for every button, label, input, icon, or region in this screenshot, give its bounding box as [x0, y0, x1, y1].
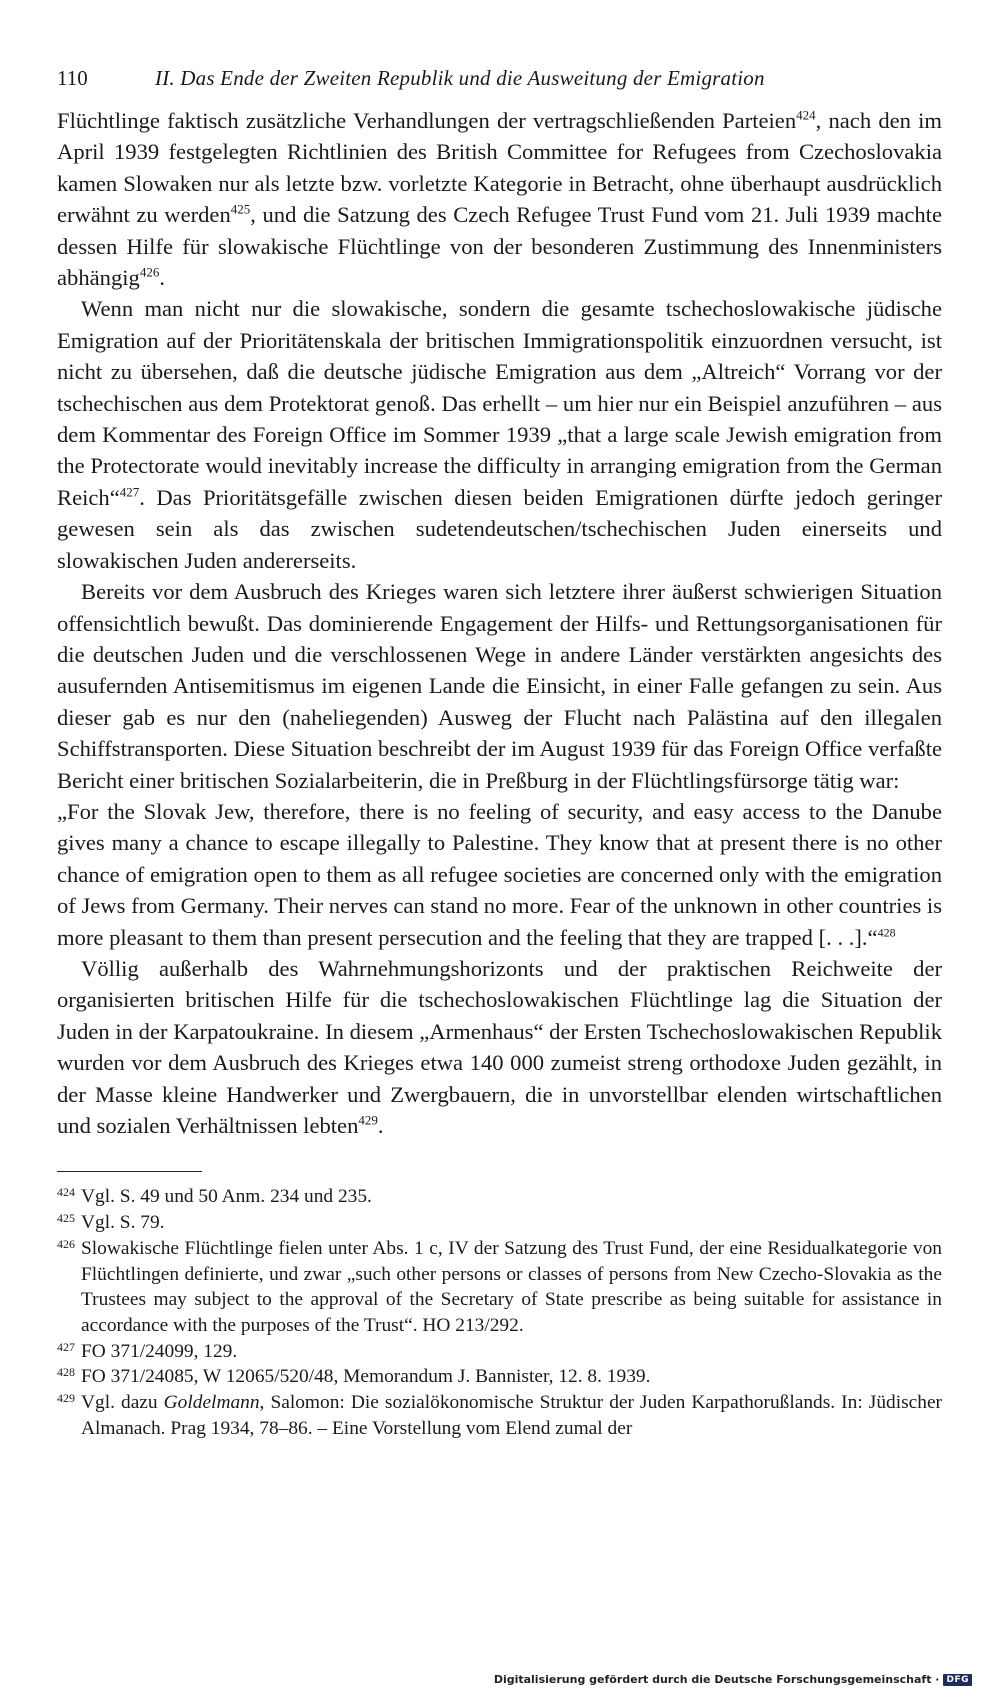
- footnotes: [57, 1184, 942, 1441]
- dfg-logo-icon: DFG: [943, 1674, 972, 1686]
- author-name: Goldelmann: [163, 1392, 260, 1414]
- footnote-424: [57, 1184, 942, 1210]
- footnote-ref-429[interactable]: 429: [358, 1112, 378, 1128]
- footnote-ref-426[interactable]: 426: [139, 264, 160, 280]
- text-segment: Wenn man nicht nur die slowakische, sondern die gesamte tschechoslowakische jüdische Emigration auf der Prioritätenskala der britischen Immigrationspolitik einzuordnen versucht, ist nicht zu übersehen, daß die deutsche jüdische Emigration aus dem „Altreich“ Vorrang vor der tschechischen aus dem Protektorat genoß. Das erhellt – um hier nur ein Beispiel anzuführen – aus dem Kommentar des Foreign Office im Sommer 1939 „that a large scale Jewish emigration from the Protectorate would inevitably increase the difficulty in arranging emigration from the German Reich“: [57, 296, 942, 510]
- credit-text: Digitalisierung gefördert durch die Deutsche Forschungsgemeinschaft ·: [493, 1673, 940, 1686]
- footnote-divider: [57, 1171, 202, 1172]
- footnote-text: Slowakische Flüchtlinge fielen unter Abs. 1 c, IV der Satzung des Trust Fund, der eine Residualkategorie von Flüchtlingen definierte, und zwar „such other persons or classes of persons from New Czecho-Slovakia as the Trustees may subject to the approval of the Secretary of State prescribe as being suitable for assistance in accordance with the purposes of the Trust“. HO 213/292.: [81, 1237, 942, 1336]
- footnote-ref-424[interactable]: 424: [796, 107, 816, 123]
- text-segment: Völlig außerhalb des Wahrnehmungshorizonts und der praktischen Reichweite der organisierten britischen Hilfe für die tschechoslowakischen Flüchtlinge lag die Situation der Juden in der Karpatoukraine. In diesem „Armenhaus“ der Ersten Tschechoslowakischen Republik wurden vor dem Ausbruch des Krieges etwa 140 000 zumeist streng orthodoxe Juden gezählt, in der Masse kleine Handwerker und Zwergbauern, die in unvorstellbar elenden wirtschaftlichen und sozialen Verhältnissen lebten: [57, 955, 942, 1138]
- footnote-426: [57, 1236, 942, 1339]
- paragraph-1: [57, 105, 942, 293]
- footnote-text: Vgl. S. 79.: [81, 1212, 165, 1234]
- footnote-429: [57, 1390, 942, 1441]
- footnote-number: 427: [57, 1339, 75, 1354]
- footnote-ref-427[interactable]: 427: [119, 484, 140, 500]
- text-segment: .: [377, 1113, 384, 1138]
- paragraph-2: [57, 293, 942, 576]
- footnote-ref-428[interactable]: 428: [877, 925, 896, 940]
- text-segment: Vgl. dazu: [81, 1392, 164, 1414]
- running-title: II. Das Ende der Zweiten Republik und die Ausweitung der Emigration: [155, 66, 765, 90]
- page-header: [57, 66, 942, 91]
- footnote-text: [81, 1390, 942, 1441]
- paragraph-3: Bereits vor dem Ausbruch des Krieges waren sich letztere ihrer äußerst schwierigen Situation offensichtlich bewußt. Das dominierende Engagement der Hilfs- und Rettungsorganisationen für die deutschen Juden und die verschlossenen Wege in andere Länder verstärkten angesichts des ausufernden Antisemitismus im eigenen Lande die Einsicht, in einer Falle gefangen zu sein. Aus dieser gab es nur den (naheliegenden) Ausweg der Flucht nach Palästina auf den illegalen Schiffstransporten. Diese Situation beschreibt der im August 1939 für das Foreign Office verfaßte Bericht einer britischen Sozialarbeiterin, die in Preßburg in der Flüchtlingsfürsorge tätig war:: [57, 579, 942, 793]
- block-quote: [57, 796, 942, 953]
- text-segment: Flüchtlinge faktisch zusätzliche Verhandlungen der vertragschließenden Parteien: [57, 108, 797, 133]
- footnote-425: [57, 1210, 942, 1236]
- footnote-number: 424: [57, 1185, 75, 1200]
- footnote-428: [57, 1364, 942, 1390]
- footnote-number: 429: [57, 1391, 75, 1406]
- footnote-text: Vgl. S. 49 und 50 Anm. 234 und 235.: [81, 1186, 372, 1208]
- book-page: [57, 66, 942, 1441]
- main-text: [57, 105, 942, 1141]
- quote-text: „For the Slovak Jew, therefore, there is no feeling of security, and easy access to the Danube gives many a chance to escape illegally to Palestine. They know that at present there is no other chance of emigration open to them as all refugee societies are concerned only with the emigration of Jews from Germany. Their nerves can stand no more. Fear of the unknown in other countries is more pleasant to them than present persecution and the feeling that they are trapped [. . .].“: [57, 798, 942, 950]
- footnote-number: 426: [57, 1236, 75, 1251]
- text-segment: .: [159, 265, 165, 291]
- footnote-number: 428: [57, 1365, 75, 1380]
- footnote-427: [57, 1339, 942, 1365]
- text-segment: , und die Satzung des Czech Refugee Trust Fund vom 21. Juli 1939 machte dessen Hilfe für slowakische Flüchtlinge von der besonderen Zustimmung des Innenministers abhängig: [57, 202, 942, 291]
- digitization-credit: [494, 1673, 972, 1686]
- footnote-ref-425[interactable]: 425: [230, 201, 251, 217]
- page-number: 110: [57, 66, 88, 90]
- footnote-text: FO 371/24099, 129.: [81, 1340, 238, 1362]
- text-segment: , nach den im April 1939 festgelegten Richtlinien des British Committee for Refugees from Czechoslovakia kamen Slowaken nur als letzte bzw. vorletzte Kategorie in Betracht, ohne überhaupt ausdrücklich erwähnt zu werden: [57, 108, 942, 228]
- footnote-text: FO 371/24085, W 12065/520/48, Memorandum J. Bannister, 12. 8. 1939.: [81, 1366, 651, 1388]
- text-segment: . Das Prioritätsgefälle zwischen diesen beiden Emigrationen dürfte jedoch geringer gewesen sein als das zwischen sudetendeutschen/tschechischen Juden einerseits und slowakischen Juden andererseits.: [57, 484, 942, 573]
- paragraph-4: [57, 953, 942, 1141]
- footnote-number: 425: [57, 1211, 75, 1226]
- text-segment: , Salomon: Die sozialökonomische Struktur der Juden Karpathorußlands. In: Jüdischer Almanach. Prag 1934, 78–86. – Eine Vorstellung vom Elend zumal der: [81, 1392, 943, 1439]
